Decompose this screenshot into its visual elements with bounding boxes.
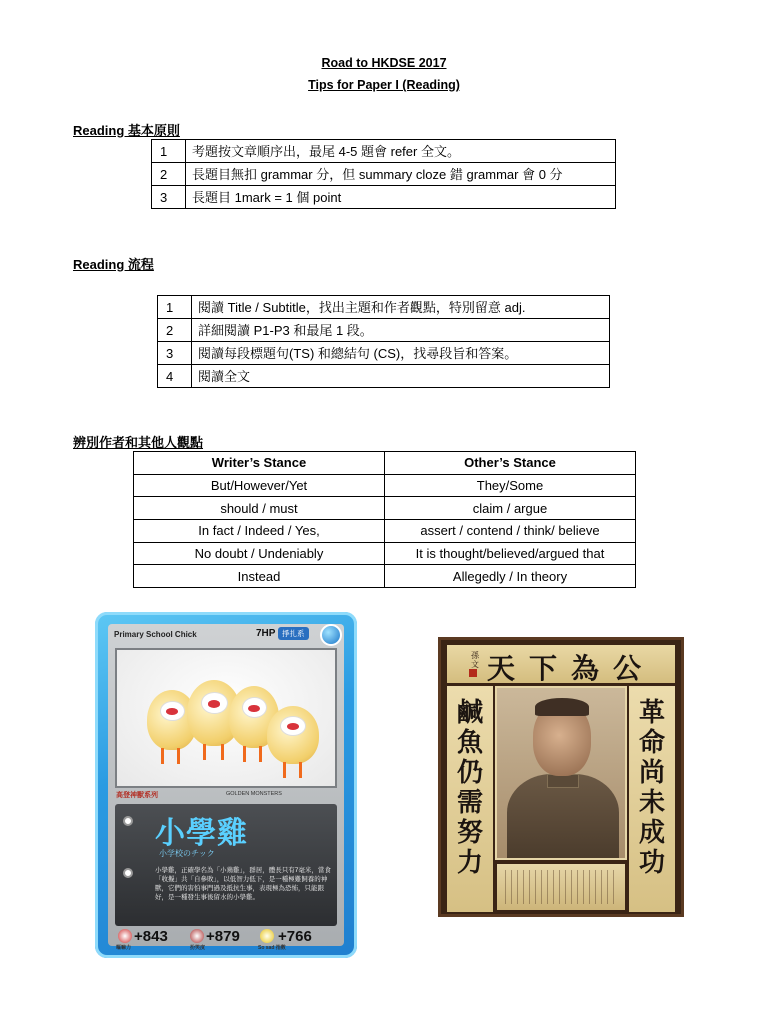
card-inner: [108, 624, 344, 951]
card-hp: 7HP: [256, 628, 276, 639]
plaque-top-text: 天下為公: [487, 652, 656, 685]
plaque-left-couplet: [447, 686, 493, 912]
document-title: Road to HKDSE 2017: [321, 56, 447, 70]
other-cell: It is thought/believed/argued that: [385, 542, 636, 565]
portrait-plaque-image: [438, 637, 684, 917]
card-name: Primary School Chick: [114, 630, 197, 639]
table-header-row: [134, 452, 636, 475]
writer-cell: But/However/Yet: [134, 474, 385, 497]
row-number: 1: [152, 140, 186, 163]
plaque-signature: 孫文: [471, 651, 479, 669]
card-series: 高登神獸系列: [116, 792, 158, 799]
card-body: [115, 804, 337, 926]
table-row: [152, 140, 616, 163]
stat-icon: [190, 929, 204, 943]
table-row: [134, 520, 636, 543]
plaque-right-couplet: [629, 686, 675, 912]
section-heading-process: Reading 流程: [73, 257, 154, 272]
writer-cell: In fact / Indeed / Yes,: [134, 520, 385, 543]
bullet-icon: [123, 868, 133, 878]
row-text: 閱讀全文: [192, 365, 610, 388]
other-cell: assert / contend / think/ believe: [385, 520, 636, 543]
column-header-writer: Writer’s Stance: [134, 452, 385, 475]
row-text: 詳細閱讀 P1-P3 和最尾 1 段。: [192, 319, 610, 342]
left-couplet-text: 鹹魚仍需努力: [456, 698, 483, 878]
portrait-photo: [495, 686, 627, 860]
row-text: 閱讀每段標題句(TS) 和總結句 (CS)，找尋段旨和答案。: [192, 342, 610, 365]
card-brand: GOLDEN MONSTERS: [226, 791, 282, 797]
chicks-photo: [115, 648, 337, 788]
document-subtitle: Tips for Paper I (Reading): [308, 78, 460, 92]
table-row: [158, 296, 610, 319]
table-row: [134, 565, 636, 588]
table-row: [152, 186, 616, 209]
red-seal-icon: [469, 669, 477, 677]
card-big-name: 小學雞: [155, 816, 248, 851]
row-number: 1: [158, 296, 192, 319]
writer-cell: should / must: [134, 497, 385, 520]
table-row: [134, 497, 636, 520]
row-number: 4: [158, 365, 192, 388]
water-energy-icon: [320, 624, 342, 646]
table-row: [152, 163, 616, 186]
bullet-icon: [123, 816, 133, 826]
row-text: 閱讀 Title / Subtitle，找出主題和作者觀點，特別留意 adj.: [192, 296, 610, 319]
table-row: [134, 542, 636, 565]
right-couplet-text: 革命尚未成功: [638, 698, 665, 878]
card-description: 小學雞，正確學名為「小鶏雞」，群居，體長只有7毫米，當食「收擬」共「自參敗」，以低智力低下，是一種極難飼養的神獸，它們的害怕事門過及抵抗生事，表現極為恐怖，只能跟好，是一種發生事後留水的小學雞。: [155, 867, 331, 901]
stat-value: +766: [278, 928, 312, 945]
stat-icon: [118, 929, 132, 943]
chick-trading-card-image: [95, 612, 357, 958]
writer-cell: Instead: [134, 565, 385, 588]
section-heading-principles: Reading 基本原則: [73, 123, 180, 138]
other-cell: claim / argue: [385, 497, 636, 520]
column-header-other: Other’s Stance: [385, 452, 636, 475]
row-text: 考題按文章順序出，最尾 4-5 題會 refer 全文。: [186, 140, 616, 163]
stat-value: +879: [206, 928, 240, 945]
row-number: 2: [158, 319, 192, 342]
row-number: 2: [152, 163, 186, 186]
other-cell: Allegedly / In theory: [385, 565, 636, 588]
plaque-inscription: [495, 862, 627, 912]
stat-label: So sad 指數: [258, 945, 286, 951]
stat-value: +843: [134, 928, 168, 945]
row-number: 3: [152, 186, 186, 209]
card-stats: [114, 926, 338, 951]
chick-figure: [267, 706, 319, 764]
table-row: [158, 342, 610, 365]
process-table: [157, 295, 610, 388]
principles-table: [151, 139, 616, 209]
section-heading-stance: 辨別作者和其他人觀點: [73, 435, 204, 450]
stat-label: 嘔嘛力: [116, 945, 132, 951]
other-cell: They/Some: [385, 474, 636, 497]
row-number: 3: [158, 342, 192, 365]
card-sub-name: 小学校のチック: [159, 849, 215, 858]
stance-table: [133, 451, 636, 588]
table-row: [158, 319, 610, 342]
table-row: [134, 474, 636, 497]
row-text: 長題目 1mark = 1 個 point: [186, 186, 616, 209]
plaque-top-banner: [447, 645, 675, 683]
card-type-badge: 掙扎系: [278, 627, 309, 640]
writer-cell: No doubt / Undeniably: [134, 542, 385, 565]
stat-label: 扮笑度: [190, 945, 206, 951]
table-row: [158, 365, 610, 388]
stat-icon: [260, 929, 274, 943]
row-text: 長題目無扣 grammar 分，但 summary cloze 錯 grammar 會 0 分: [186, 163, 616, 186]
